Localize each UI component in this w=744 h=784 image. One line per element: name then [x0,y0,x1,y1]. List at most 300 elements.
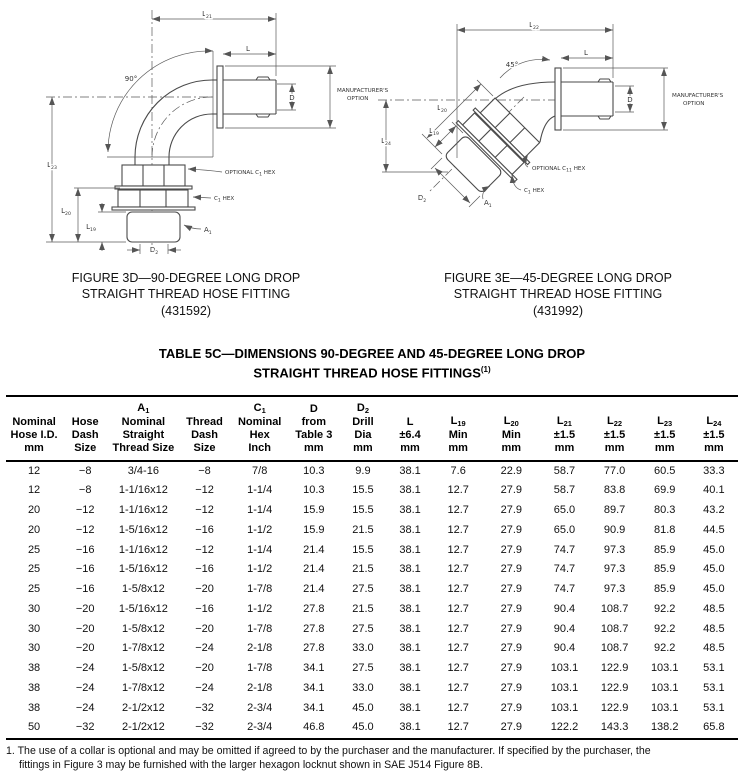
table-cell: −24 [75,662,95,675]
column-header [539,396,589,461]
column-header-line: mm [604,442,625,455]
table-cell: 92.2 [653,622,676,635]
table-cell: 25 [27,583,41,596]
table-cell: 89.7 [603,504,626,517]
figure-3e-block [372,0,744,319]
table-cell: 25 [27,563,41,576]
column-header-line: mm [654,442,675,455]
table-row [6,679,738,699]
table-cell: 60.5 [653,464,676,477]
table-cell: 2-3/4 [247,721,273,734]
column-header-line: from [301,415,327,428]
footnote-line1: 1. The use of a collar is optional and may be omitted if agreed to by the purchaser and the manufacturer. If specified by the purchaser, the [6,745,651,758]
table-cell: 38.1 [399,681,421,694]
mfr-option-label-line2: OPTION [347,96,369,102]
table-header-row [6,396,738,461]
column-header [6,396,62,461]
table-cell: 21.5 [352,563,374,576]
table-cell: 20 [27,504,41,517]
table-cell: 77.0 [603,464,626,477]
table-cell: 1-7/8 [247,622,273,635]
table-cell: 22.9 [500,464,523,477]
table-cell: 38.1 [399,523,421,536]
column-header-line: mm [554,442,575,455]
table-cell: 143.3 [600,721,629,734]
table-cell: 12 [27,464,41,477]
table-cell: 103.1 [550,662,579,675]
column-header [289,396,339,461]
table-row [6,600,738,620]
table-cell: 12.7 [447,721,469,734]
column-header-line: Size [74,442,97,455]
table-cell: 7/8 [252,464,268,477]
column-header [433,396,483,461]
column-header-line: ±1.5 [553,429,576,442]
table-cell: 1-1/2 [247,602,273,615]
table-cell: 53.1 [703,662,725,675]
table-cell: 83.8 [603,484,626,497]
column-header-line: Thread [186,415,223,428]
elbow-body [107,51,213,165]
table-cell: 12.7 [447,642,469,655]
column-header-line: mm [501,442,522,455]
dim-label-d: D [289,94,295,102]
table-cell: 85.9 [653,563,676,576]
table-cell: 45.0 [352,721,374,734]
table-cell: 103.1 [650,701,679,714]
table-cell: 103.1 [650,681,679,694]
caption-line: (431592) [160,303,212,318]
column-header-line: Size [193,442,216,455]
dim-label-d: D [627,96,633,104]
table-cell: 97.3 [603,543,626,556]
table-cell: 45.0 [703,563,725,576]
column-header-line: ±1.5 [703,429,725,442]
table-cell: 27.9 [500,543,523,556]
dim-label-l24: $L_{24}$ [381,137,391,147]
table-cell: 12.7 [447,484,469,497]
table-cell: −20 [195,583,214,596]
table-cell: 38 [27,681,41,694]
table-cell: 74.7 [553,543,576,556]
optional-hex-label: OPTIONAL $C_1$ HEX [225,170,276,178]
column-header-line: Dash [191,429,218,442]
table-cell: 1-5/8x12 [121,662,165,675]
table-cell: 58.7 [553,484,576,497]
table-cell: 38.1 [399,662,421,675]
column-header-line: $L_{21}$ [556,414,572,429]
table-cell: 38 [27,662,41,675]
table-row [6,560,738,580]
table-cell: 7.6 [450,464,466,477]
table-cell: 15.9 [303,523,325,536]
table-cell: 1-7/8 [247,662,273,675]
table-cell: 85.9 [653,583,676,596]
footnote [6,744,738,773]
a1-label: $A_1$ [204,226,212,236]
table-cell: 38.1 [399,622,421,635]
table-cell: 34.1 [303,662,325,675]
table-cell: 27.5 [352,583,374,596]
table-cell: −24 [75,701,95,714]
table-cell: 30 [27,602,41,615]
footnote-line2: fittings in Figure 3 may be furnished with the larger hexagon locknut shown in SAE J514 Figure 8B. [19,759,484,772]
table-cell: 27.5 [352,662,374,675]
table-cell: 48.5 [703,642,725,655]
table-cell: 27.8 [303,622,325,635]
table-cell: 15.5 [352,504,374,517]
table-cell: −8 [198,464,211,477]
table-cell: 12.7 [447,602,469,615]
column-header [339,396,387,461]
column-header-line: $L_{22}$ [607,414,623,429]
table-cell: 122.9 [600,701,629,714]
table-cell: 53.1 [703,701,725,714]
table-cell: 69.9 [653,484,676,497]
column-header-line: $L_{24}$ [706,414,722,429]
a1-label: $A_1$ [484,199,492,209]
dim-label-angle: 90° [124,75,138,83]
table-cell: 81.8 [653,523,676,536]
table-cell: 10.3 [303,484,325,497]
table-cell: 9.9 [355,464,371,477]
table-cell: 34.1 [303,681,325,694]
figure-3e-drawing [372,0,744,258]
mfr-option-label-line2: OPTION [683,101,705,107]
table-cell: −8 [78,464,92,477]
column-header-line: mm [24,442,44,455]
column-header-line: $L_{20}$ [503,414,519,429]
table-cell: 12.7 [447,504,469,517]
table-cell: 21.5 [352,602,374,615]
mfr-option-label-line1: MANUFACTURER'S [672,93,724,99]
table-cell: 90.9 [603,523,626,536]
table-cell: 2-1/8 [247,642,273,655]
figure-3d-caption [0,270,372,319]
table-row [6,699,738,719]
column-header-line: Min [448,429,468,442]
table-cell: 2-1/2x12 [121,701,165,714]
dim-label-d2: $D_2$ [149,246,159,256]
table-cell: 38 [27,701,41,714]
column-header-line: Nominal [237,415,282,428]
table-row [6,639,738,659]
table-cell: 38.1 [399,484,421,497]
table-cell: 21.4 [303,583,325,596]
figure-labels [381,21,724,209]
table-cell: −12 [75,523,95,536]
table-cell: 40.1 [703,484,725,497]
table-cell: 27.9 [500,583,523,596]
dimension-lines [382,24,668,207]
column-header-line: Inch [248,442,271,455]
figures-row [0,0,744,319]
table-cell: 92.2 [653,602,676,615]
table-cell: 90.4 [553,602,576,615]
caption-line: STRAIGHT THREAD HOSE FITTING [81,287,291,302]
table-cell: 27.9 [500,484,523,497]
column-header [387,396,433,461]
column-header [483,396,539,461]
column-header [108,396,178,461]
table-cell: 38.1 [399,464,421,477]
table-cell: 38.1 [399,504,421,517]
caption-line: (431992) [532,303,584,318]
table-cell: 1-5/8x12 [121,583,165,596]
table-cell: 122.9 [600,662,629,675]
dim-label-l21: $L_{21}$ [202,10,212,20]
table-cell: 53.1 [703,681,725,694]
table-cell: 103.1 [550,681,579,694]
table-cell: 43.2 [703,504,725,517]
column-header [62,396,108,461]
table-cell: 65.0 [553,523,576,536]
table-cell: 27.9 [500,622,523,635]
table-row [6,718,738,739]
table-cell: 1-1/4 [247,484,273,497]
table-cell: 45.0 [352,701,374,714]
c1-hex-label: $C_1$ HEX [524,188,545,196]
table-cell: 122.2 [550,721,579,734]
table-cell: 15.5 [352,543,374,556]
table-cell: 108.7 [600,642,629,655]
dim-label-angle: 45° [505,61,519,69]
column-header-line: $C_1$ [253,401,266,415]
table-header [6,396,738,461]
table-cell: 21.4 [303,563,325,576]
caption-line: FIGURE 3D—90-DEGREE LONG DROP [71,271,301,285]
table-cell: 27.9 [500,721,523,734]
table-cell: 38.1 [399,701,421,714]
table-cell: 48.5 [703,602,725,615]
table-cell: 74.7 [553,563,576,576]
column-header-line: mm [304,442,324,455]
table-cell: 103.1 [550,701,579,714]
table-cell: 38.1 [399,602,421,615]
table-cell: 85.9 [653,543,676,556]
table-cell: 33.0 [352,642,374,655]
table-cell: 3/4-16 [127,464,159,477]
table-cell: 58.7 [553,464,576,477]
table-cell: 12.7 [447,583,469,596]
table-cell: 27.9 [500,563,523,576]
dim-label-l20: $L_{20}$ [61,207,71,217]
table-cell: 27.8 [303,602,325,615]
table-cell: 92.2 [653,642,676,655]
table-cell: 45.0 [703,543,725,556]
table-cell: 15.5 [352,484,374,497]
column-header-line: ±6.4 [399,429,421,442]
table-cell: 2-3/4 [247,701,273,714]
table-cell: 1-7/8x12 [121,681,165,694]
nut-stack [112,165,195,242]
optional-hex-label: OPTIONAL $C_{11}$ HEX [532,166,586,174]
table-cell: 33.3 [703,464,725,477]
dimension-lines [46,13,336,254]
dim-label-l19: $L_{19}$ [86,223,96,233]
table-cell: 12 [27,484,41,497]
table-cell: −20 [75,642,95,655]
table-cell: 1-7/8 [247,583,273,596]
column-header [231,396,289,461]
column-header [690,396,738,461]
column-header [590,396,640,461]
dim-label-l20: $L_{20}$ [437,104,447,114]
column-header-line: Thread Size [112,442,175,455]
table-cell: 122.9 [600,681,629,694]
table-title-footnote-ref: (1) [480,364,491,374]
table-cell: 1-7/8x12 [121,642,165,655]
table-cell: 90.4 [553,622,576,635]
dimensions-table [6,395,738,740]
table-cell: −20 [75,602,95,615]
table-cell: −16 [195,563,214,576]
table-cell: 27.9 [500,523,523,536]
column-header-line: mm [353,442,373,455]
column-header-line: mm [448,442,468,455]
column-header-line: Dia [354,429,372,442]
table-cell: 44.5 [703,523,725,536]
table-cell: −24 [195,642,214,655]
table-cell: −8 [78,484,92,497]
dim-label-l22: $L_{22}$ [529,21,539,31]
table-cell: 27.9 [500,681,523,694]
table-cell: 50 [27,721,41,734]
table-cell: 108.7 [600,602,629,615]
table-row [6,541,738,561]
table-cell: 1-1/2 [247,523,273,536]
table-cell: 2-1/8 [247,681,273,694]
table-cell: −16 [75,563,95,576]
column-header-line: Straight [122,429,165,442]
column-header-line: Nominal [121,415,166,428]
table-cell: 1-5/16x12 [118,523,168,536]
hose-stem [555,68,613,130]
table-cell: −16 [75,583,95,596]
table-cell: 15.9 [303,504,325,517]
table-title-line2: STRAIGHT THREAD HOSE FITTINGS$^{(1)}$ [253,364,491,380]
column-header-line: Dash [71,429,99,442]
table-cell: 1-1/16x12 [118,484,168,497]
table-row [6,501,738,521]
table-cell: 1-1/4 [247,543,273,556]
column-header-line: Nominal [12,415,56,428]
dim-label-l: L [246,45,250,53]
dim-label-d2: $D_2$ [417,194,427,204]
table-cell: 12.7 [447,622,469,635]
table-cell: 90.4 [553,642,576,655]
table-title [0,345,744,383]
table-row [6,620,738,640]
table-cell: 27.9 [500,701,523,714]
table-cell: 1-5/16x12 [118,602,168,615]
table-cell: −24 [75,681,95,694]
table-cell: 38.1 [399,583,421,596]
column-header-line: Hex [249,429,270,442]
table-cell: 12.7 [447,701,469,714]
table-cell: 25 [27,543,41,556]
table-cell: −12 [195,484,214,497]
table-cell: 21.5 [352,523,374,536]
dim-label-l19: $L_{19}$ [429,127,439,137]
table-row [6,481,738,501]
table-cell: 2-1/2x12 [121,721,165,734]
table-row [6,461,738,482]
column-header-line: Drill [352,415,374,428]
table-cell: 34.1 [303,701,325,714]
table-cell: −20 [195,662,214,675]
table-cell: −32 [75,721,95,734]
caption-line: STRAIGHT THREAD HOSE FITTING [453,287,663,302]
column-header-line: mm [400,442,420,455]
table-cell: 38.1 [399,642,421,655]
table-cell: −12 [75,504,95,517]
column-header-line: ±1.5 [654,429,676,442]
table-cell: 80.3 [653,504,676,517]
column-header-line: mm [704,442,724,455]
table-cell: 97.3 [603,563,626,576]
table-cell: 38.1 [399,563,421,576]
table-row [6,580,738,600]
table-row [6,659,738,679]
table-cell: 138.2 [650,721,679,734]
column-header-line: $A_1$ [137,401,150,415]
table-cell: −16 [75,543,95,556]
table-cell: 12.7 [447,523,469,536]
table-body [6,461,738,740]
table-cell: 27.8 [303,642,325,655]
column-header [178,396,230,461]
table-cell: 12.7 [447,662,469,675]
table-cell: 48.5 [703,622,725,635]
dim-label-l: L [584,49,588,57]
column-header-line: Table 3 [295,429,333,442]
table-cell: −16 [195,602,214,615]
column-header-line: $L_{23}$ [657,414,673,429]
mfr-option-label-line1: MANUFACTURER'S [337,88,389,94]
table-cell: 74.7 [553,583,576,596]
nut-stack [434,91,547,204]
table-cell: 65.0 [553,504,576,517]
table-cell: −32 [195,701,214,714]
table-cell: 20 [27,523,41,536]
table-cell: 1-1/2 [247,563,273,576]
table-cell: 1-1/16x12 [118,543,168,556]
dim-label-l23: $L_{23}$ [47,161,57,171]
column-header-line: Hose [71,415,99,428]
table-cell: 38.1 [399,721,421,734]
table-cell: 27.9 [500,662,523,675]
table-cell: −24 [195,681,214,694]
figure-3e-caption [372,270,744,319]
column-header-line: D [309,402,318,415]
table-cell: 21.4 [303,543,325,556]
table-cell: 27.5 [352,622,374,635]
table-cell: 30 [27,622,41,635]
table-cell: 1-1/16x12 [118,504,168,517]
table-cell: 103.1 [650,662,679,675]
column-header-line: $L_{19}$ [450,414,466,429]
table-cell: 12.7 [447,563,469,576]
table-cell: −12 [195,504,214,517]
table-row [6,521,738,541]
table-cell: 33.0 [352,681,374,694]
caption-line: FIGURE 3E—45-DEGREE LONG DROP [444,271,672,285]
column-header [640,396,690,461]
column-header-line: $D_2$ [356,401,369,415]
table-cell: 65.8 [703,721,725,734]
hose-stem [212,66,276,128]
